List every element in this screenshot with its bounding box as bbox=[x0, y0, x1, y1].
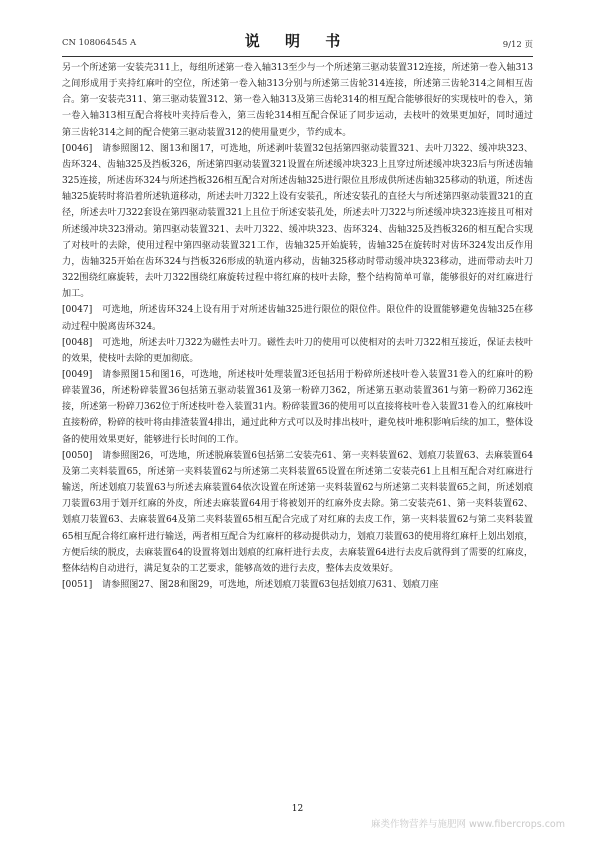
document-title: 说 明 书 bbox=[244, 32, 351, 50]
paragraph-text: 另一个所述第一安装壳311上，每组所述第一卷入轴313至少与一个所述第三驱动装置312连接，所述第一卷入轴313之间形成用于夹持红麻叶的空位，所述第一卷入轴313分别与所述第三齿轮314连接，所述第三齿轮314之间相互齿合。第一安装壳311、第三驱动装置312、第一卷入轴313及第三齿轮314的相互配合能够很好的实现枝叶的卷入，第一卷入轴313相互配合将枝叶夹持后卷入，第三齿轮314相互配合保证了同步运动，去枝叶的效果更加好，同时通过第三齿轮314之间的配合使第三驱动装置312的使用量更少，节约成本。 bbox=[62, 63, 533, 138]
page-indicator: 9/12 页 bbox=[502, 40, 533, 50]
paragraph-number: [0048] bbox=[62, 337, 93, 348]
paragraph bbox=[62, 335, 533, 367]
paragraph bbox=[62, 367, 533, 448]
document-body bbox=[62, 60, 533, 790]
paragraph-text: 请参照图12、图13和图17，可选地，所述剥叶装置32包括第四驱动装置321、去叶刀322、缓冲块323、齿环324、齿轴325及挡板326，所述第四驱动装置321设置在所述缓冲块323上且穿过所述缓冲块323后与所述齿轴325连接，所述齿环324与所述挡板326相互配合对所述齿轴325进行限位且形成供所述齿轴325移动的轨道，所述齿轴325旋转时将沿着所述轨道移动，所述去叶刀322上设有安装孔，所述安装孔的直径大与所述第四驱动装置321的直径，所述去叶刀322套设在第四驱动装置321上且位于所述安装孔处，所述去叶刀322与所述缓冲块323连接且可相对所述缓冲块323滑动。第四驱动装置321、去叶刀322、缓冲块323、齿环324、齿轴325及挡板326的相互配合实现了对枝叶的去除，使用过程中第四驱动装置321工作，齿轴325开始旋转，齿轴325在旋转时对齿环324发出反作用力，齿轴325开始在齿环324与挡板326形成的轨道内移动，齿轴325移动时带动缓冲块323移动，进而带动去叶刀322围绕红麻旋转，去叶刀322围绕红麻旋转过程中将红麻的枝叶去除，整个结构简单可靠，能够很好的对红麻进行加工。 bbox=[62, 143, 533, 300]
watermark: 麻类作物营养与施肥网 www.fibercrops.com bbox=[370, 819, 565, 830]
paragraph-text: 请参照图27、图28和图29，可选地，所述划痕刀装置63包括划痕刀631、划痕刀座 bbox=[102, 580, 439, 590]
paragraph-number: [0051] bbox=[62, 580, 93, 590]
paragraph-number: [0050] bbox=[62, 450, 93, 461]
header-rule bbox=[62, 56, 533, 57]
paragraph bbox=[62, 577, 533, 593]
paragraph-text: 可选地，所述齿环324上设有用于对所述齿轴325进行限位的限位件。限位件的设置能够避免齿轴325在移动过程中脱离齿环324。 bbox=[62, 305, 533, 332]
document-number: CN 108064545 A bbox=[62, 38, 137, 48]
paragraph-text: 请参照图26，可选地，所述脱麻装置6包括第二安装壳61、第一夹料装置62、划痕刀装置63、去麻装置64及第二夹料装置65，所述第一夹料装置62与所述第二夹料装置65设置在所述第二安装壳61上且相互配合对红麻进行输送，所述划痕刀装置63与所述去麻装置64依次设置在所述第一夹料装置62与所述第二夹料装置65之间，所述划痕刀装置63用于划开红麻的外皮，所述去麻装置64用于将被划开的红麻外皮去除。第二安装壳61、第一夹料装置62、划痕刀装置63、去麻装置64及第二夹料装置65相互配合完成了对红麻的去皮工作，第一夹料装置62与第二夹料装置65相互配合将红麻杆进行输送，两者相互配合为红麻杆的移动提供动力，划痕刀装置63的使用将红麻杆上划出划痕，方便后续的脱皮，去麻装置64的设置将划出划痕的红麻杆进行去皮，去麻装置64进行去皮后就得到了需要的红麻皮，整体结构自动进行，满足复杂的工艺要求，能够高效的进行去皮，整体去皮效果好。 bbox=[62, 450, 533, 574]
paragraph bbox=[62, 448, 533, 577]
page-number: 12 bbox=[291, 804, 304, 814]
paragraph bbox=[62, 141, 533, 303]
paragraph-number: [0049] bbox=[62, 369, 93, 380]
page-header bbox=[62, 28, 533, 54]
paragraph bbox=[62, 60, 533, 141]
paragraph-number: [0046] bbox=[62, 143, 93, 154]
paragraph-text: 可选地，所述去叶刀322为磁性去叶刀。磁性去叶刀的使用可以使相对的去叶刀322相互接近，保证去枝叶的效果，使枝叶去除的更加彻底。 bbox=[62, 337, 533, 364]
paragraph bbox=[62, 302, 533, 334]
paragraph-text: 请参照图15和图16，可选地，所述枝叶处理装置3还包括用于粉碎所述枝叶卷入装置31卷入的红麻叶的粉碎装置36，所述粉碎装置36包括第五驱动装置361及第一粉碎刀362，所述第五驱动装置361与第一粉碎刀362连接，所述第一粉碎刀362位于所述枝叶卷入装置31内。粉碎装置36的使用可以直接将枝叶卷入装置31卷入的红麻枝叶直接粉碎，粉碎的枝叶将由排渣装置4排出，通过此种方式可以及时排出枝叶，避免枝叶堆积影响后续的加工，整体设备的使用效果更好，能够进行长时间的工作。 bbox=[62, 369, 533, 445]
paragraph-number: [0047] bbox=[62, 305, 93, 316]
